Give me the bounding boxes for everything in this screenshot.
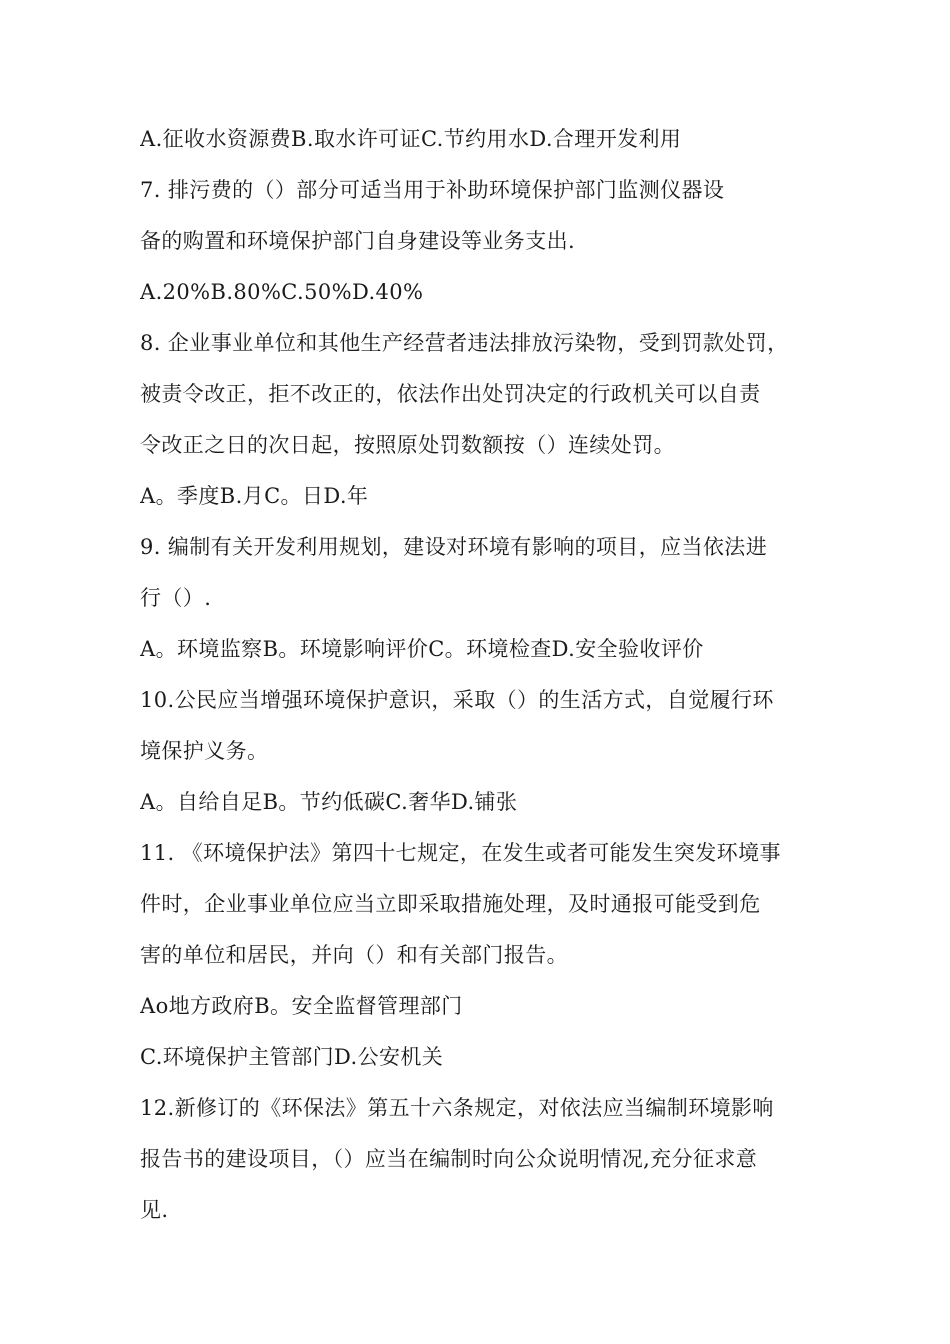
text-line: 备的购置和环境保护部门自身建设等业务支出. xyxy=(140,229,576,253)
document-body xyxy=(140,118,820,1240)
text-line: 害的单位和居民，并向（）和有关部门报告。 xyxy=(140,943,568,967)
text-line: 境保护义务。 xyxy=(140,739,269,763)
text-line: A。季度B.月C。日D.年 xyxy=(140,484,369,508)
text-line: 见. xyxy=(140,1198,169,1222)
text-line: 11. 《环境保护法》第四十七规定，在发生或者可能发生突发环境事 xyxy=(140,841,781,865)
text-line: 令改正之日的次日起，按照原处罚数额按（）连续处罚。 xyxy=(140,433,675,457)
text-line: 7. 排污费的（）部分可适当用于补助环境保护部门监测仪器设 xyxy=(140,178,725,202)
text-line: 12.新修订的《环保法》第五十六条规定，对依法应当编制环境影响 xyxy=(140,1096,774,1120)
text-line: 被责令改正，拒不改正的，依法作出处罚决定的行政机关可以自责 xyxy=(140,382,761,406)
text-line: 报告书的建设项目，（）应当在编制时向公众说明情况,充分征求意 xyxy=(140,1147,758,1171)
text-line: C.环境保护主管部门D.公安机关 xyxy=(140,1045,444,1069)
text-line: 件时，企业事业单位应当立即采取措施处理，及时通报可能受到危 xyxy=(140,892,761,916)
text-line: 8. 企业事业单位和其他生产经营者违法排放污染物，受到罚款处罚， xyxy=(140,331,789,355)
text-line: 9. 编制有关开发利用规划，建设对环境有影响的项目，应当依法进 xyxy=(140,535,768,559)
text-line: A。自给自足B。节约低碳C.奢华D.铺张 xyxy=(140,790,518,814)
text-line: A。环境监察B。环境影响评价C。环境检查D.安全验收评价 xyxy=(140,637,704,661)
text-line: A.20%B.80%C.50%D.40% xyxy=(140,280,424,304)
text-line: A.征收水资源费B.取水许可证C.节约用水D.合理开发利用 xyxy=(140,127,682,151)
text-line: Ao地方政府B。安全监督管理部门 xyxy=(140,994,463,1018)
text-line: 10.公民应当增强环境保护意识，采取（）的生活方式，自觉履行环 xyxy=(140,688,774,712)
text-line: 行（）. xyxy=(140,586,212,610)
